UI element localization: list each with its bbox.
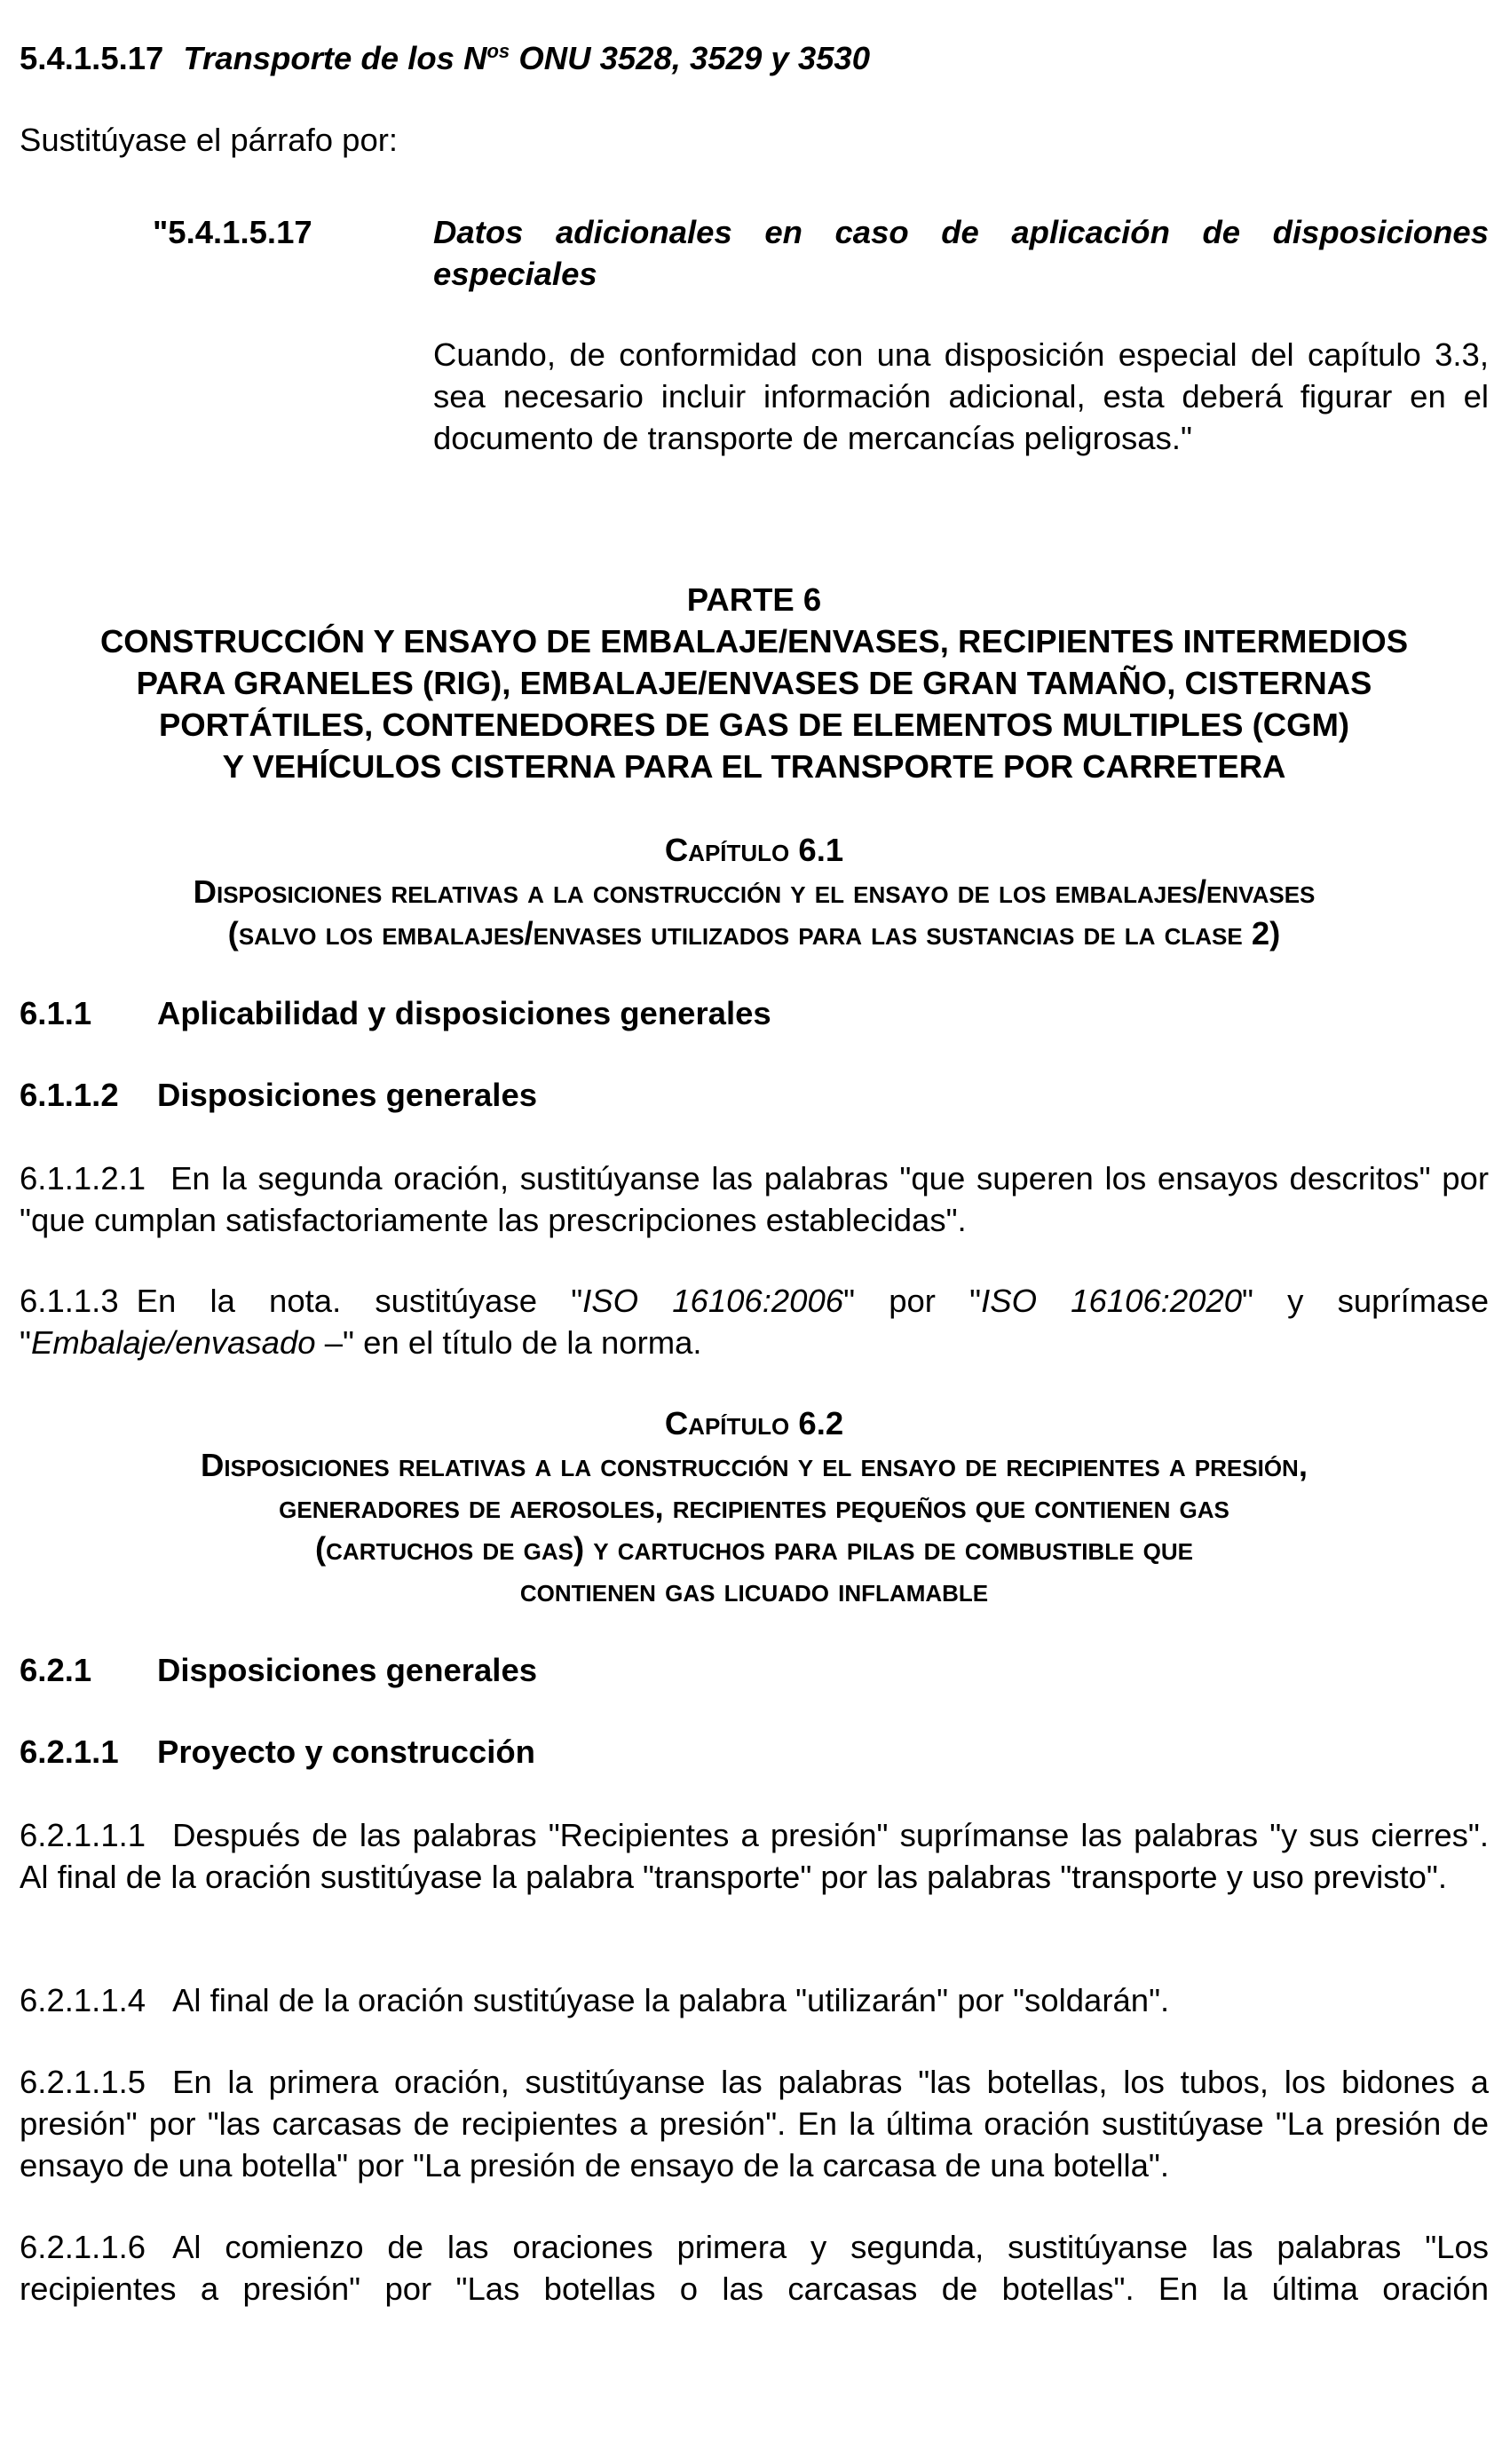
chapter-62-line: (cartuchos de gas) y cartuchos para pilas de combustible que [314,1530,1193,1567]
top-heading-title: Transporte de los $N^{os}$ ONU 3528, 3529 y 3530 [183,39,871,76]
chapter-62-line: Disposiciones relativas a la construcción y el ensayo de recipientes a presión, [201,1447,1308,1483]
paragraph-6-2-1-1-5: 6.2.1.1.5 En la primera oración, sustitúyanse las palabras "las botellas, los tubos, los bidones a presión" por "las carcasas de recipientes a presión". En la última oración sustitúyase "La presión de ensayo de una botella" por "La presión de ensayo de la carcasa de una botella". [20,2064,1489,2184]
part-title: PARTE 6 [686,581,822,618]
quote-heading: Datos adicionales en caso de aplicación de disposiciones especiales [433,214,1489,292]
replace-intro: Sustitúyase el párrafo por: [20,122,399,158]
chapter-62-title: Capítulo 6.2 [664,1405,844,1441]
quote-number: "5.4.1.5.17 [153,214,312,250]
paragraph-6-2-1-1-6: 6.2.1.1.6 Al comienzo de las oraciones primera y segunda, sustitúyanse las palabras "Los recipientes a presión" por "Las botellas o las carcasas de botellas". En la última oración [20,2229,1489,2307]
chapter-61-line: (salvo los embalajes/envases utilizados para las sustancias de la clase 2) [227,915,1281,952]
part-heading [20,579,1489,787]
chapter-61-title: Capítulo 6.1 [664,832,844,868]
paragraph-6-2-1-1-1: 6.2.1.1.1 Después de las palabras "Recipientes a presión" suprímanse las palabras "y sus cierres". Al final de la oración sustitúyase la palabra "transporte" por las palabras "transporte y uso previsto". [20,1817,1489,1895]
part-line: PORTÁTILES, CONTENEDORES DE GAS DE ELEMENTOS MULTIPLES (CGM) [158,707,1350,743]
part-line: PARA GRANELES (RIG), EMBALAJE/ENVASES DE GRAN TAMAÑO, CISTERNAS [136,665,1372,701]
section-6-2-1-1: 6.2.1.1 Proyecto y construcción [20,1733,535,1770]
section-6-1-1-2: 6.1.1.2 Disposiciones generales [20,1077,538,1113]
section-6-2-1: 6.2.1 Disposiciones generales [20,1652,538,1688]
chapter-61-line: Disposiciones relativas a la construcción y el ensayo de los embalajes/envases [193,873,1316,910]
top-heading-number: 5.4.1.5.17 [20,40,164,76]
paragraph-6-1-1-3: 6.1.1.3 En la nota. sustitúyase "ISO 16106:2006" por "ISO 16106:2020" y suprímase "Embalaje/envasado –" en el título de la norma. [20,1283,1489,1361]
quote-body: Cuando, de conformidad con una disposición especial del capítulo 3.3, sea necesario incluir información adicional, esta deberá figurar en el documento de transporte de mercancías peligrosas." [433,336,1489,456]
chapter-62-line: generadores de aerosoles, recipientes pequeños que contienen gas [279,1489,1229,1525]
quoted-block [153,211,1489,459]
top-heading [20,37,870,79]
chapter-62-heading [20,1402,1489,1611]
part-line: CONSTRUCCIÓN Y ENSAYO DE EMBALAJE/ENVASES, RECIPIENTES INTERMEDIOS [99,623,1409,659]
paragraph-6-1-1-2-1: 6.1.1.2.1 En la segunda oración, sustitúyanse las palabras "que superen los ensayos descritos" por "que cumplan satisfactoriamente las prescripciones establecidas". [20,1160,1489,1238]
chapter-62-line: contienen gas licuado inflamable [519,1572,989,1608]
part-line: Y VEHÍCULOS CISTERNA PARA EL TRANSPORTE POR CARRETERA [222,748,1286,785]
paragraph-6-2-1-1-4: 6.2.1.1.4 Al final de la oración sustitúyase la palabra "utilizarán" por "soldarán". [20,1982,1170,2018]
chapter-61-heading [20,829,1489,954]
section-6-1-1: 6.1.1 Aplicabilidad y disposiciones generales [20,995,771,1031]
